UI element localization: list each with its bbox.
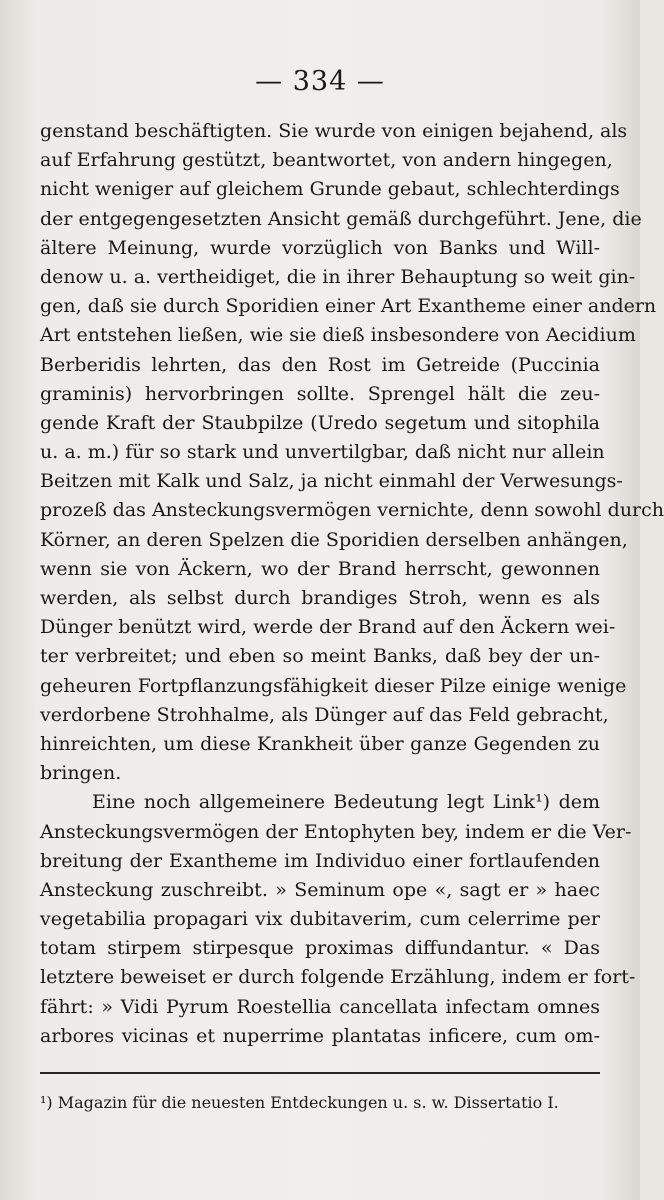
text-line: genstand beschäftigten. Sie wurde von einigen bejahend, als: [40, 120, 628, 142]
text-line: gende Kraft der Staubpilze (Uredo segetum und sitophila: [40, 411, 600, 434]
text-line: nicht weniger auf gleichem Grunde gebaut, schlechterdings: [40, 178, 620, 201]
text-line: hinreichten, um diese Krankheit über ganze Gegenden zu: [40, 732, 600, 755]
text-line: Eine noch allgemeinere Bedeutung legt Link¹) dem: [92, 791, 600, 814]
text-line: werden, als selbst durch brandiges Stroh, wenn es als: [40, 587, 600, 609]
text-line: Beitzen mit Kalk und Salz, ja nicht einmahl der Verwesungs-: [40, 470, 623, 493]
text-line: fährt: » Vidi Pyrum Roestellia cancellata infectam omnes: [40, 995, 600, 1018]
text-line: breitung der Exantheme im Individuo einer fortlaufenden: [40, 849, 600, 872]
text-line: prozeß das Ansteckungsvermögen vernichte, denn sowohl durch: [40, 499, 664, 522]
text-line: vegetabilia propagari vix dubitaverim, cum celerrime per: [40, 908, 600, 931]
text-line: totam stirpem stirpesque proximas diffundantur. « Das: [40, 937, 600, 960]
body-text: [40, 117, 664, 1051]
text-line: ter verbreitet; und eben so meint Banks, daß bey der un-: [40, 645, 600, 668]
text-line: denow u. a. vertheidiget, die in ihrer Behauptung so weit gin-: [40, 265, 636, 288]
text-line: gen, daß sie durch Sporidien einer Art Exantheme einer andern: [40, 295, 657, 318]
text-line: Ansteckungsvermögen der Entophyten bey, indem er die Ver-: [40, 820, 632, 843]
text-line: bringen.: [40, 762, 122, 785]
text-line: auf Erfahrung gestützt, beantwortet, von andern hingegen,: [40, 149, 613, 172]
text-line: Körner, an deren Spelzen die Sporidien derselben anhängen,: [40, 528, 628, 551]
text-line: u. a. m.) für so stark und unvertilgbar, daß nicht nur allein: [40, 441, 605, 464]
text-line: Ansteckung zuschreibt. » Seminum ope «, sagt er » haec: [40, 878, 600, 901]
text-line: arbores vicinas et nuperrime plantatas inficere, cum om-: [40, 1024, 600, 1047]
text-line: geheuren Fortpflanzungsfähigkeit dieser Pilze einige wenige: [40, 674, 627, 697]
text-line: ältere Meinung, wurde vorzüglich von Banks und Will-: [40, 236, 600, 259]
text-line: Art entstehen ließen, wie sie dieß insbesondere von Aecidium: [40, 324, 636, 347]
footnote: ¹) Magazin für die neuesten Entdeckungen u. s. w. Dissertatio I.: [40, 1093, 559, 1112]
text-line: Berberidis lehrten, das den Rost im Getreide (Puccinia: [40, 353, 600, 376]
text-line: wenn sie von Äckern, wo der Brand herrscht, gewonnen: [40, 557, 600, 580]
text-line: letztere beweiset er durch folgende Erzählung, indem er fort-: [40, 966, 636, 989]
footnote-divider: [40, 1072, 600, 1074]
text-line: Dünger benützt wird, werde der Brand auf den Äckern wei-: [40, 616, 616, 639]
text-line: verdorbene Strohhalme, als Dünger auf das Feld gebracht,: [40, 703, 609, 726]
text-line: der entgegengesetzten Ansicht gemäß durchgeführt. Jene, die: [40, 207, 642, 230]
page-number: — 334 —: [255, 66, 385, 97]
text-line: graminis) hervorbringen sollte. Sprengel hält die zeu-: [40, 382, 600, 405]
